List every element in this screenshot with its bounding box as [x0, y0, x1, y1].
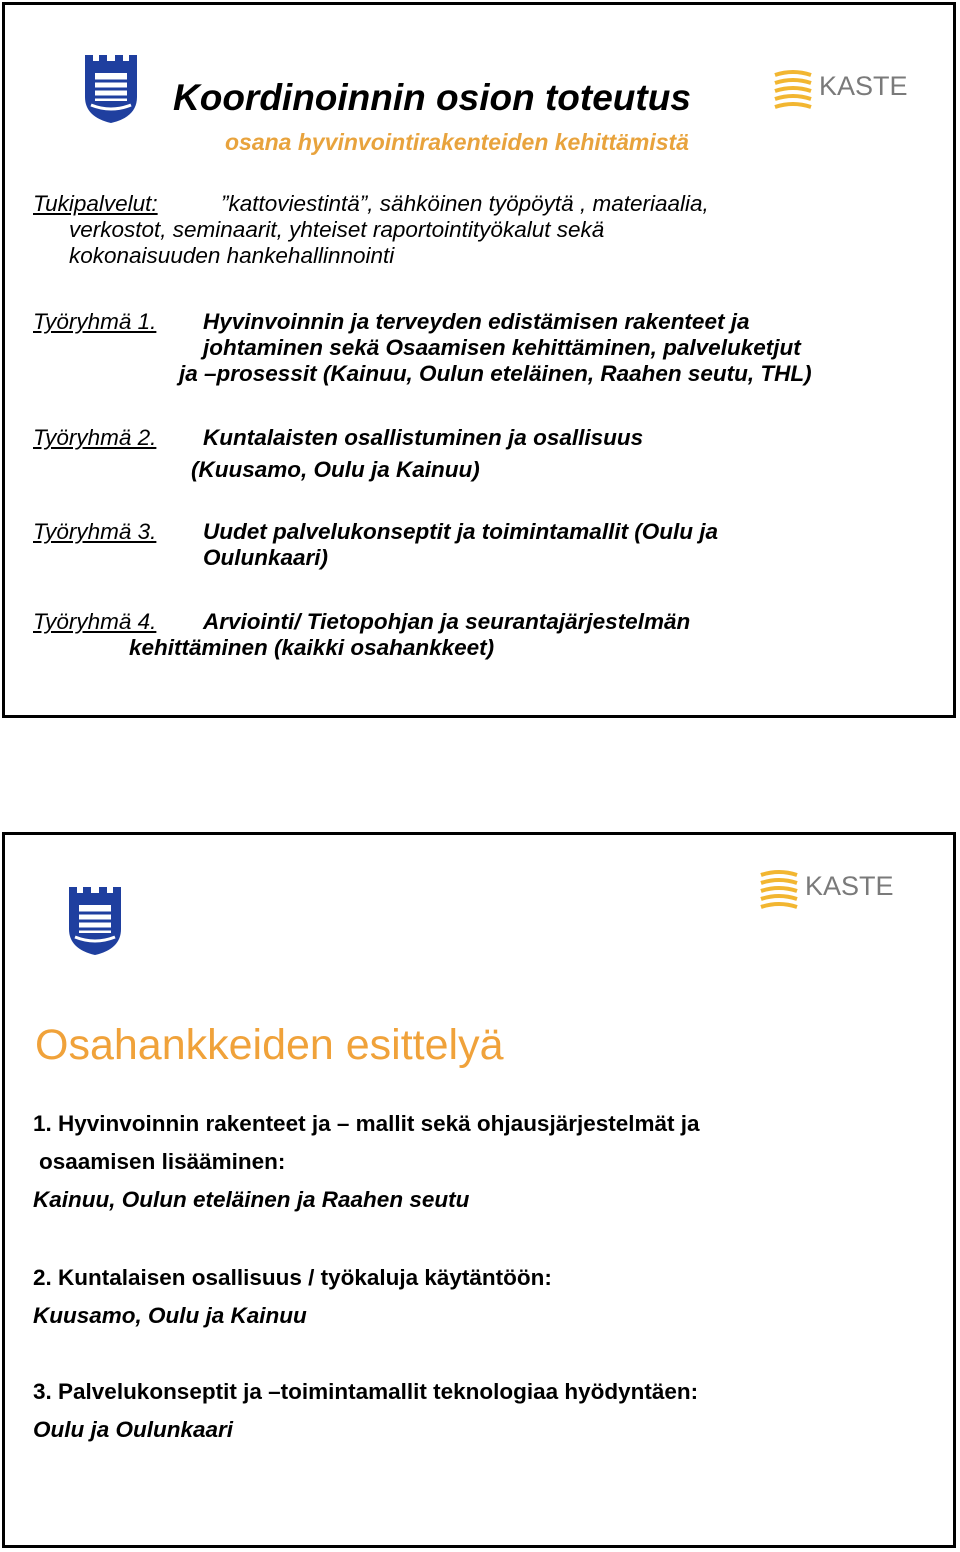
group-label: Työryhmä 3. — [33, 519, 157, 544]
coat-of-arms-icon — [67, 885, 123, 957]
subproject-heading: 2. Kuntalaisen osallisuus / työkaluja käytäntöön: — [33, 1265, 552, 1290]
subproject-heading: 1. Hyvinvoinnin rakenteet ja – mallit sekä ohjausjärjestelmät ja — [33, 1111, 700, 1136]
group-label: Työryhmä 4. — [33, 609, 157, 634]
coat-of-arms-icon — [83, 53, 139, 125]
group-text: (Kuusamo, Oulu ja Kainuu) — [191, 457, 480, 482]
slide-subprojects — [2, 832, 956, 1548]
group-text: kehittäminen (kaikki osahankkeet) — [129, 635, 495, 660]
kaste-logo-text: KASTE — [805, 871, 894, 901]
group-text: ja –prosessit (Kainuu, Oulun eteläinen, Raahen seutu, THL) — [179, 361, 812, 386]
slide-coordination — [2, 2, 956, 718]
group-text: Arviointi/ Tietopohjan ja seurantajärjestelmän — [203, 609, 691, 634]
support-services-line: ”kattoviestintä”, sähköinen työpöytä , materiaalia, — [221, 191, 709, 216]
subproject-regions: Kainuu, Oulun eteläinen ja Raahen seutu — [33, 1187, 470, 1212]
subproject-regions: Oulu ja Oulunkaari — [33, 1417, 234, 1442]
support-services-line: verkostot, seminaarit, yhteiset raportointityökalut sekä — [69, 217, 605, 242]
slide-subtitle: osana hyvinvointirakenteiden kehittämistä — [225, 129, 689, 155]
group-text: Uudet palvelukonseptit ja toimintamallit (Oulu ja — [203, 519, 719, 544]
group-text: Hyvinvoinnin ja terveyden edistämisen rakenteet ja — [203, 309, 750, 334]
group-text: Oulunkaari) — [203, 545, 329, 570]
slide-title: Osahankkeiden esittelyä — [35, 1021, 504, 1069]
group-label: Työryhmä 2. — [33, 425, 157, 450]
group-label: Työryhmä 1. — [33, 309, 157, 334]
kaste-logo — [773, 67, 921, 113]
slide-title: Koordinoinnin osion toteutus — [173, 77, 691, 118]
subproject-heading: 3. Palvelukonseptit ja –toimintamallit teknologiaa hyödyntäen: — [33, 1379, 699, 1404]
kaste-logo — [759, 867, 907, 913]
subproject-regions: Kuusamo, Oulu ja Kainuu — [33, 1303, 307, 1328]
support-services-line: kokonaisuuden hankehallinnointi — [69, 243, 395, 268]
support-services-label: Tukipalvelut: — [33, 191, 158, 216]
group-text: johtaminen sekä Osaamisen kehittäminen, palveluketjut — [203, 335, 801, 360]
kaste-logo-text: KASTE — [819, 71, 908, 101]
group-text: Kuntalaisten osallistuminen ja osallisuus — [203, 425, 644, 450]
subproject-heading: osaamisen lisääminen: — [39, 1149, 286, 1174]
